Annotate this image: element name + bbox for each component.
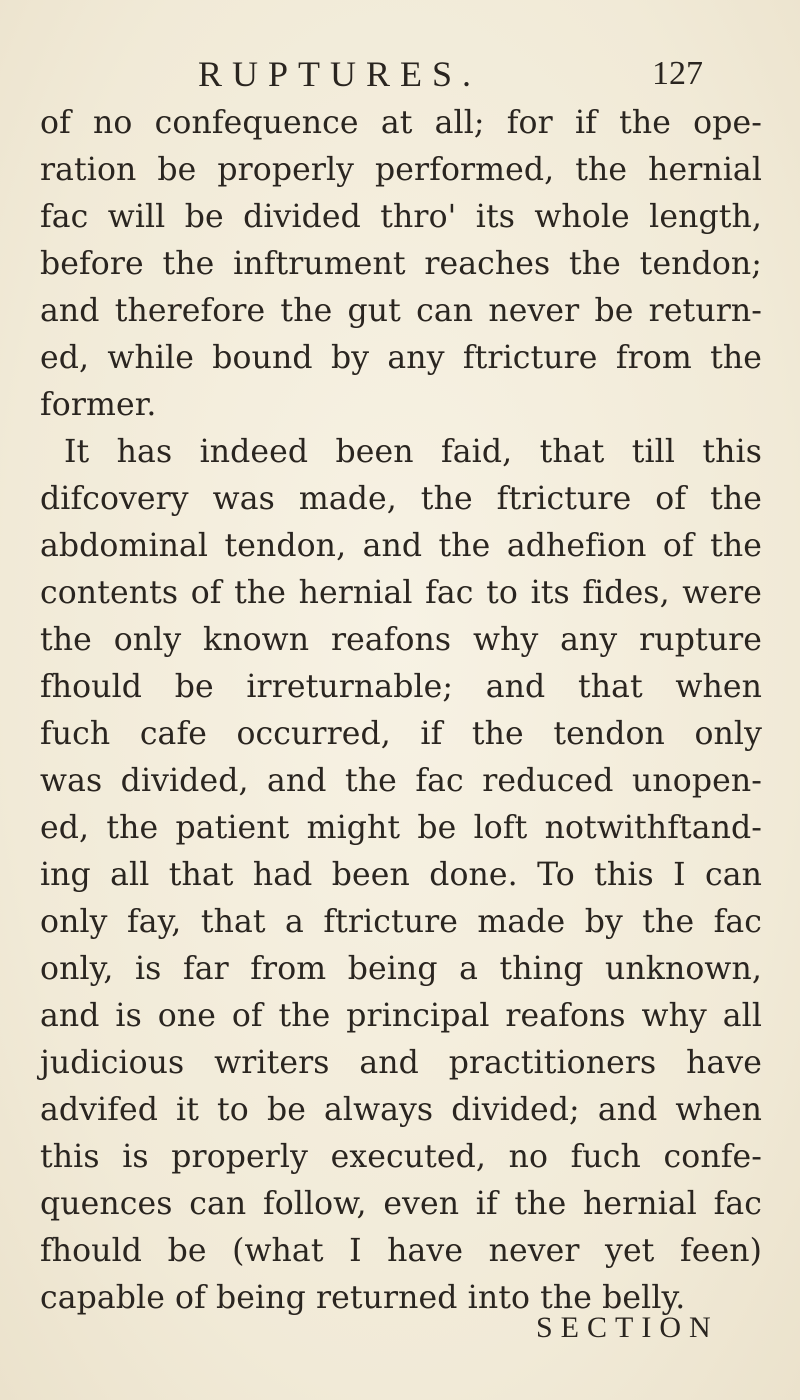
text-line: quences can follow, even if the hernial fac bbox=[40, 1186, 762, 1222]
text-line: and therefore the gut can never be return- bbox=[40, 293, 762, 329]
text-line: before the inftrument reaches the tendon; bbox=[40, 246, 762, 282]
text-line: fhould be (what I have never yet feen) bbox=[40, 1233, 762, 1269]
text-line: ration be properly performed, the hernial bbox=[40, 152, 762, 188]
text-line: this is properly executed, no fuch confe- bbox=[40, 1139, 762, 1175]
text-line: only fay, that a ftricture made by the fac bbox=[40, 904, 762, 940]
text-line: advifed it to be always divided; and when bbox=[40, 1092, 762, 1128]
body-text bbox=[40, 100, 762, 1322]
running-title: RUPTURES. bbox=[198, 54, 482, 94]
text-line: ed, the patient might be loft notwithftand- bbox=[40, 810, 762, 846]
text-line: the only known reafons why any rupture bbox=[40, 622, 762, 658]
text-line: and is one of the principal reafons why all bbox=[40, 998, 762, 1034]
text-line: fhould be irreturnable; and that when bbox=[40, 669, 762, 705]
text-line: abdominal tendon, and the adhefion of the bbox=[40, 528, 762, 564]
text-line: fuch cafe occurred, if the tendon only bbox=[40, 716, 762, 752]
page-number: 127 bbox=[652, 55, 703, 92]
text-line: was divided, and the fac reduced unopen- bbox=[40, 763, 762, 799]
text-line: former. bbox=[40, 387, 157, 423]
text-line: difcovery was made, the ftricture of the bbox=[40, 481, 762, 517]
catchword: SECTION bbox=[536, 1311, 719, 1344]
text-line: ing all that had been done. To this I can bbox=[40, 857, 762, 893]
text-line: It has indeed been faid, that till this bbox=[64, 434, 762, 470]
text-line: ed, while bound by any ftricture from the bbox=[40, 340, 762, 376]
text-line: of no confequence at all; for if the ope- bbox=[40, 105, 762, 141]
text-line: judicious writers and practitioners have bbox=[40, 1045, 762, 1081]
page-header bbox=[0, 52, 800, 96]
text-line: contents of the hernial fac to its fides, were bbox=[40, 575, 762, 611]
text-line: fac will be divided thro' its whole length, bbox=[40, 199, 762, 235]
text-line: only, is far from being a thing unknown, bbox=[40, 951, 762, 987]
text-line: capable of being returned into the belly. bbox=[40, 1280, 686, 1316]
